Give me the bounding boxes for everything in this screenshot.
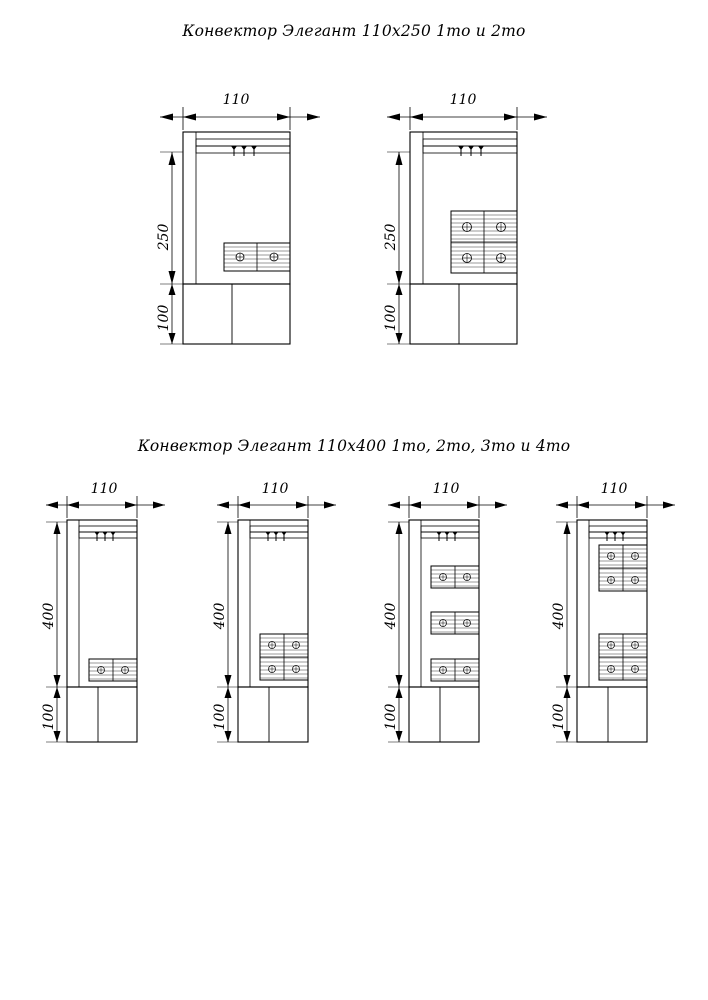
dim-100-a: 100 — [156, 304, 172, 332]
dim-110-f: 110 — [600, 481, 628, 497]
dim-100-c: 100 — [41, 703, 57, 731]
unit-400-2to — [212, 481, 336, 742]
unit-400-4to — [551, 481, 675, 742]
section-title-250: Конвектор Элегант 110х250 1то и 2то — [182, 22, 526, 40]
dim-110-a: 110 — [222, 92, 250, 108]
dim-110-b: 110 — [449, 92, 477, 108]
dim-110-e: 110 — [432, 481, 460, 497]
dim-250-b: 250 — [383, 223, 399, 251]
heat-exchanger-400-4to — [599, 545, 647, 680]
dim-110-d: 110 — [261, 481, 289, 497]
heat-exchanger-400-2to — [260, 634, 308, 680]
unit-400-1to — [41, 481, 165, 742]
dim-400-d: 400 — [212, 602, 228, 630]
heat-exchanger-1to — [224, 243, 290, 271]
dim-100-b: 100 — [383, 304, 399, 332]
dim-100-f: 100 — [551, 703, 567, 731]
dim-400-e: 400 — [383, 602, 399, 630]
dim-400-c: 400 — [41, 602, 57, 630]
dim-100-e: 100 — [383, 703, 399, 731]
unit-250-1to — [156, 92, 320, 344]
heat-exchanger-400-1to — [89, 659, 137, 681]
heat-exchanger-400-3to — [431, 566, 479, 681]
section-title-400: Конвектор Элегант 110х400 1то, 2то, 3то и 4то — [137, 437, 571, 455]
unit-250-2to — [383, 92, 547, 344]
dim-400-f: 400 — [551, 602, 567, 630]
unit-400-3to — [383, 481, 507, 742]
dim-100-d: 100 — [212, 703, 228, 731]
dim-110-c: 110 — [90, 481, 118, 497]
dim-250-a: 250 — [156, 223, 172, 251]
heat-exchanger-2to — [451, 211, 517, 273]
